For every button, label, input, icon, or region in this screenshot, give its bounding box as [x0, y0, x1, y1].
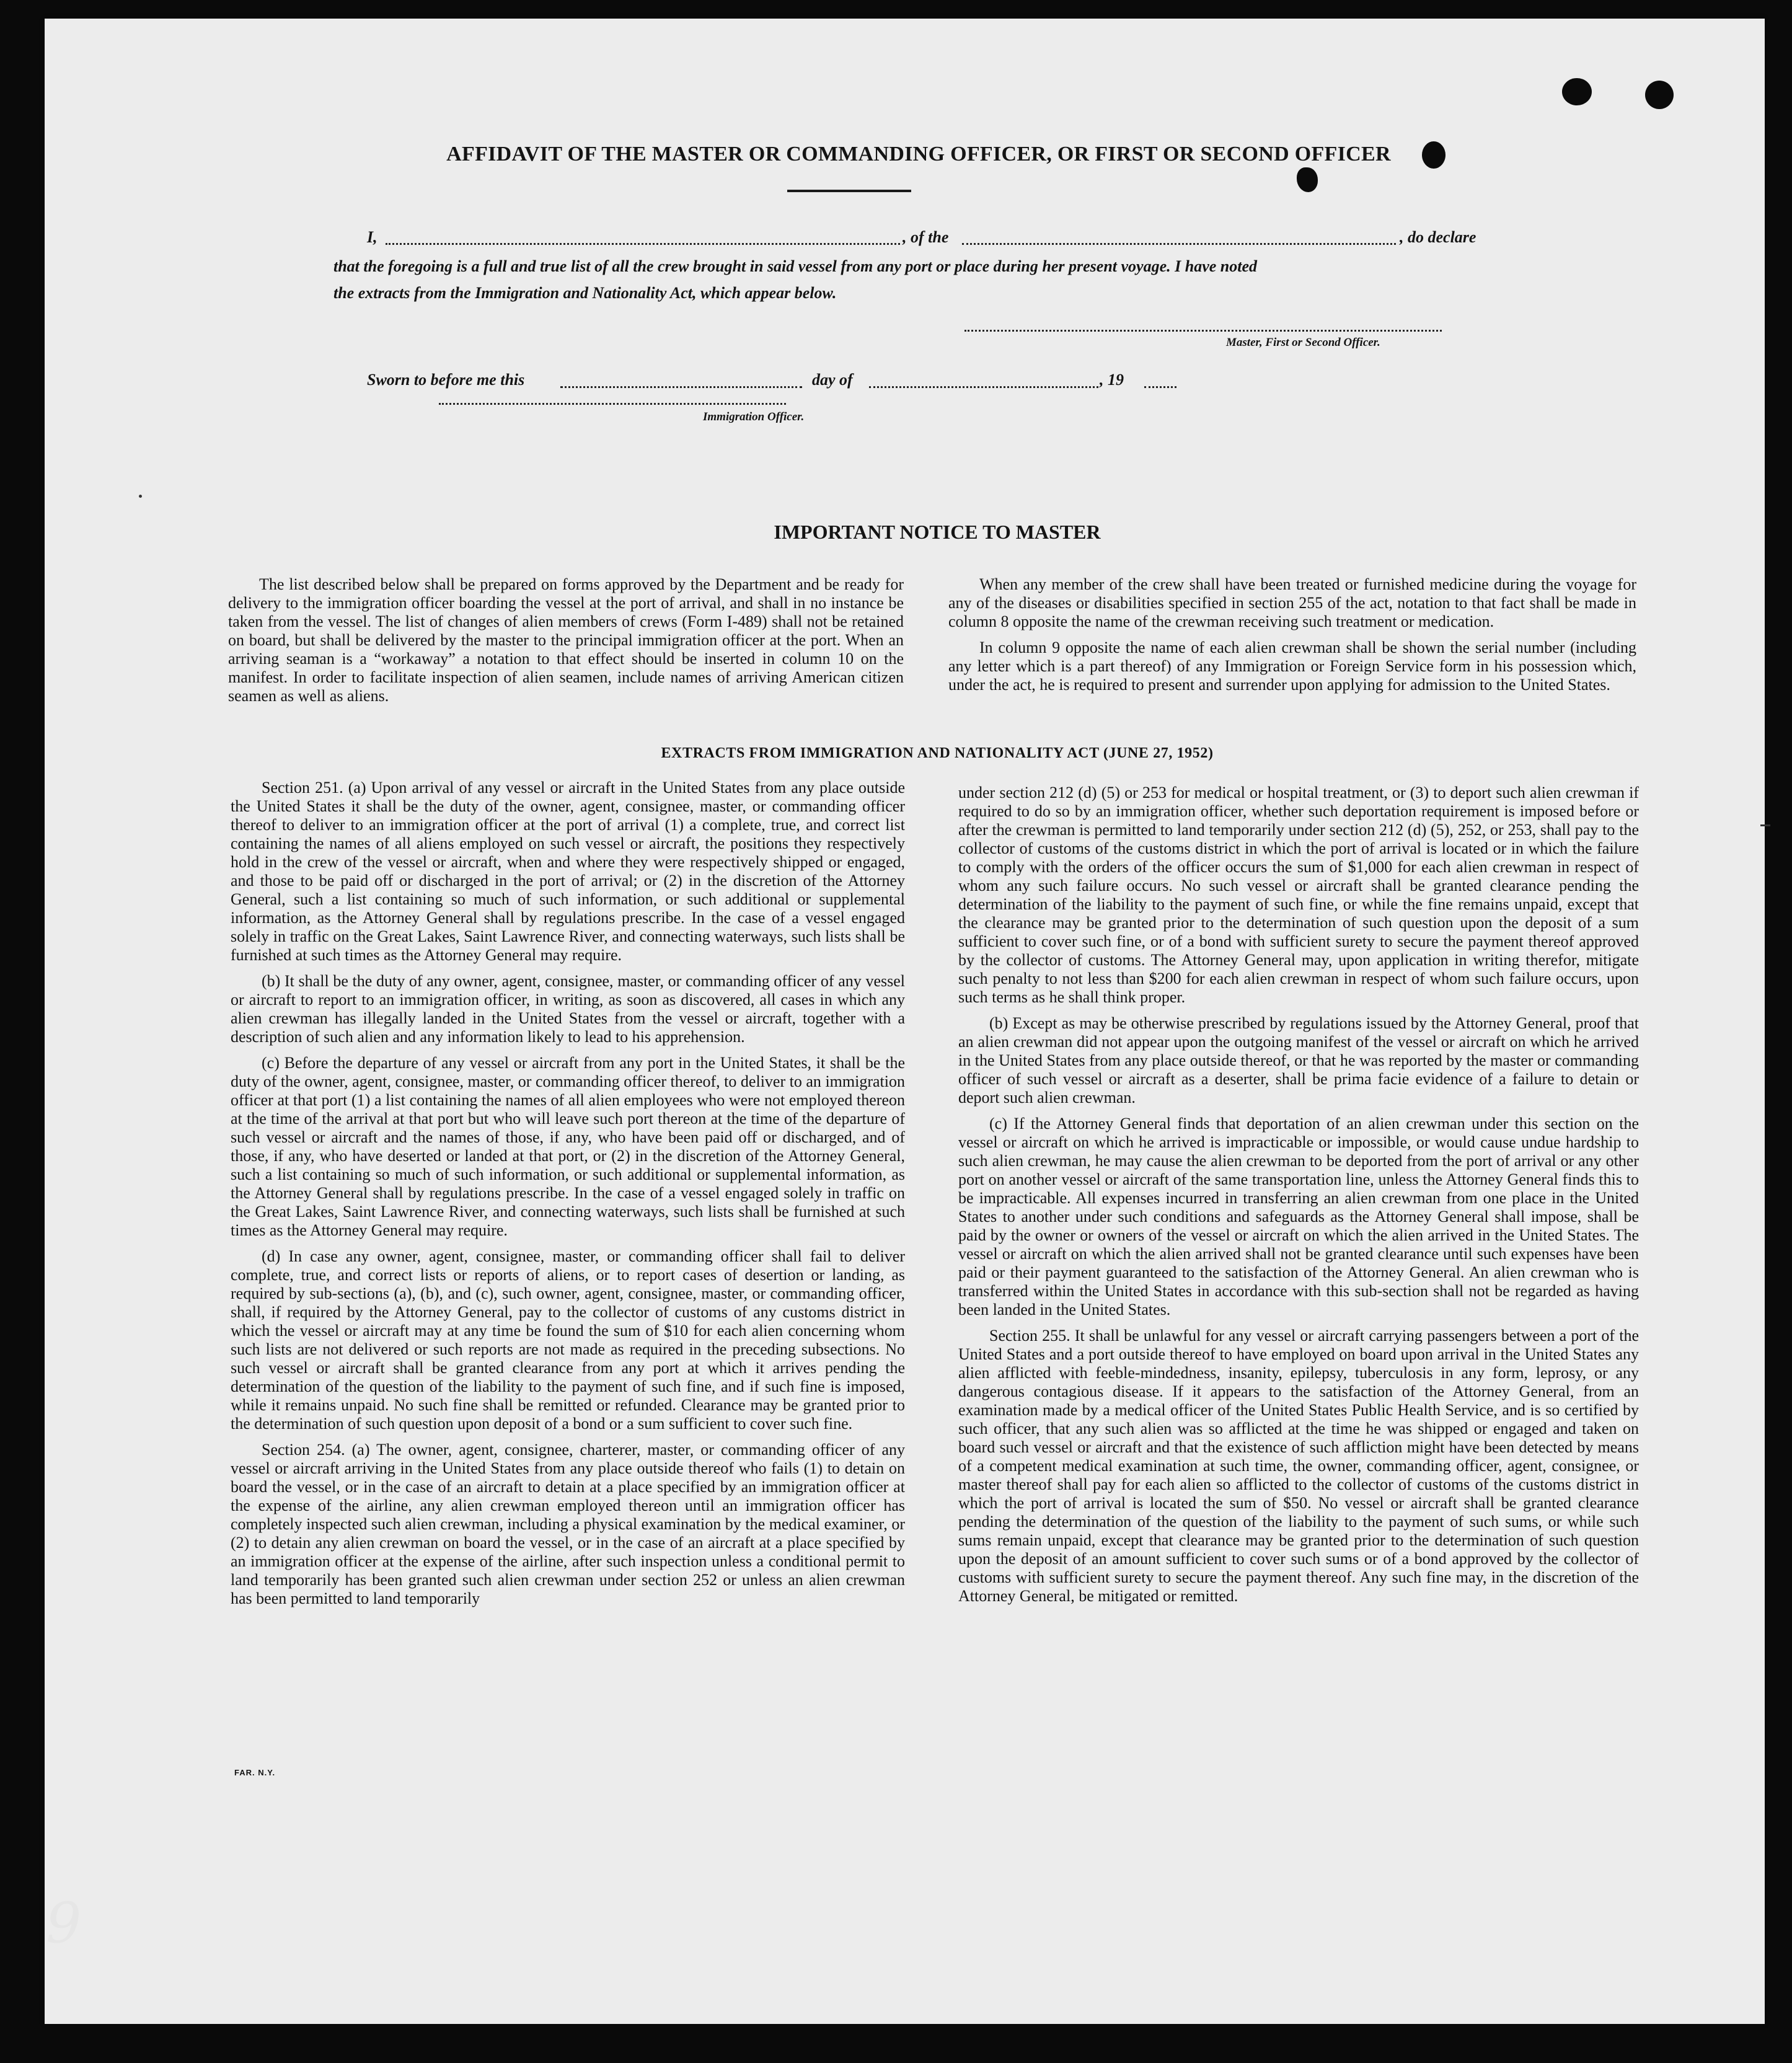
officer-caption: Immigration Officer. [703, 410, 805, 423]
title-rule [787, 190, 911, 192]
notice-right-paragraph-1: When any member of the crew shall have been treated or furnished medicine during the voyage for any of the diseases or disabilities specified in section 255 of the act, notation to that fact shall be made in column 8 opposite the name of the crewman receiving such treatment or medication. [948, 575, 1636, 630]
statement-line-1: that the foregoing is a full and true list of all the crew brought in said vessel from any port or place during her present voyage. I have noted [333, 257, 1258, 275]
section-251-c: (c) Before the departure of any vessel or aircraft from any port in the United States, it shall be the duty of the owner, agent, consignee, master, or commanding officer thereof, to deliver to an immigration officer at that port (1) a list containing the names of all alien employees who were not employed thereon at the time of the arrival at that port but who will leave such port thereon at the time of the departure of such vessel or aircraft and the names of those, if any, who have been paid off or discharged, and of those, if any, who have deserted or landed at that port, or (2) in the discretion of the Attorney General, such a list containing so much of such information, or such additional or supplemental information, as the Attorney General shall by regulations prescribe. In the case of a vessel engaged solely in traffic on the Great Lakes, Saint Lawrence River, and connecting waterways, such lists shall be furnished at such times as the Attorney General may require. [231, 1054, 905, 1239]
extracts-left-column [231, 779, 905, 1615]
notice-left-paragraph: The list described below shall be prepared on forms approved by the Department and be ready for delivery to the immigration officer boarding the vessel at the port of arrival, and shall in no instance be taken from the vessel. The list of changes of alien members of crews (Form I-489) shall not be retained on board, but shall be delivered by the master to the principal immigration officer at the port. When an arriving seaman is a “workaway” a notation to that effect should be inserted in column 10 on the manifest. In order to facilitate inspection of alien seamen, include names of arriving American citizen seamen as well as aliens. [228, 575, 904, 705]
paper-speck [139, 495, 142, 498]
printer-mark: FAR. N.Y. [234, 1768, 276, 1777]
sworn-label: Sworn to before me this [367, 371, 525, 389]
section-255: Section 255. It shall be unlawful for any vessel or aircraft carrying passengers between a port of the United States and a port outside thereof to have employed on board upon arrival in the United States any alien afflicted with feeble-mindedness, insanity, epilepsy, tuberculosis in any form, leprosy, or any dangerous contagious disease. If it appears to the satisfaction of the Attorney General, from an examination made by a medical officer of the United States Public Health Service, and is so certified by such officer, that any such alien was so afflicted at the time he was shipped or engaged and taken on board such vessel or aircraft and that the existence of such affliction might have been detected by means of a competent medical examination at such time, the owner, commanding officer, agent, consignee, or master thereof shall pay for each alien so afflicted to the collector of customs of the customs district in which the port of arrival is located the sum of $50. No vessel or aircraft shall be granted clearance pending the determination of the question of the liability to the payment of such sums, or while such sums remain unpaid, except that clearance may be granted prior to the determination of such question upon the deposit of an amount sufficient to cover such sums or of a bond approved by the collector of customs with sufficient surety to secure the payment thereof. Any such fine may, in the discretion of the Attorney General, be mitigated or remitted. [958, 1327, 1639, 1605]
section-254-a: Section 254. (a) The owner, agent, consignee, charterer, master, or commanding officer of any vessel or aircraft arriving in the United States from any place outside thereof who fails (1) to detain on board the vessel, or in the case of an aircraft to detain at a place specified by an immigration officer at the expense of the airline, any alien crewman employed thereon until an immigration officer has completely inspected such alien crewman, including a physical examination by the medical examiner, or (2) to detain any alien crewman on board the vessel, or in the case of an aircraft at a place specified by an immigration officer at the expense of the airline, after such inspection unless a conditional permit to land temporarily has been granted such alien crewman under section 252 or unless an alien crewman has been permitted to land temporarily [231, 1441, 905, 1607]
handwritten-mark: 9 [46, 1891, 82, 1956]
master-signature-blank[interactable] [964, 330, 1442, 332]
notice-right-paragraph-2: In column 9 opposite the name of each alien crewman shall be shown the serial number (including any letter which is a part thereof) of any Immigration or Foreign Service form in his possession which, under the act, he is required to present and surrender upon applying for admission to the United States. [948, 638, 1636, 694]
extracts-title: EXTRACTS FROM IMMIGRATION AND NATIONALITY ACT (JUNE 27, 1952) [661, 745, 1214, 761]
statement-line-2: the extracts from the Immigration and Nationality Act, which appear below. [333, 284, 837, 302]
section-254-c: (c) If the Attorney General finds that deportation of an alien crewman under this section on the vessel or aircraft on which he arrived is impracticable or impossible, or would cause undue hardship to such alien crewman, he may cause the alien crewman to be deported from the port of arrival or any other port on another vessel or aircraft of the same transportation line, unless the Attorney General finds this to be impracticable. All expenses incurred in transferring an alien crewman from one place in the United States to another under such conditions and safeguards as the Attorney General shall impose, shall be paid by the owner or owners of the vessel or aircraft on which the alien arrived in the United States. The vessel or aircraft on which the alien arrived shall not be granted clearance until such expenses have been paid or their payment guaranteed to the satisfaction of the Attorney General. An alien crewman who is transferred within the United States in accordance with this sub-section shall not be regarded as having been landed in the United States. [958, 1115, 1639, 1319]
section-251-b: (b) It shall be the duty of any owner, agent, consignee, master, or commanding officer of any vessel or aircraft to report to an immigration officer, in writing, as soon as discovered, all cases in which any alien crewman has illegally landed in the United States from the vessel or aircraft, together with a description of such alien and any information likely to lead to his apprehension. [231, 972, 905, 1046]
day-of-label: day of [812, 371, 853, 389]
punch-hole [1562, 78, 1592, 105]
of-the-label: , of the [903, 228, 949, 246]
section-254-b: (b) Except as may be otherwise prescribed by regulations issued by the Attorney General, proof that an alien crewman did not appear upon the outgoing manifest of the vessel or aircraft on which he arrived in the United States from any place outside thereof, or that he was reported by the master or commanding officer of such vessel or aircraft as a deserter, shall be prima facie evidence of a failure to detain or deport such alien crewman. [958, 1014, 1639, 1107]
year-label: , 19 [1100, 371, 1124, 389]
section-254-a-continued: under section 212 (d) (5) or 253 for medical or hospital treatment, or (3) to deport such alien crewman if required to do so by an immigration officer, whether such deportation requirement is imposed before or after the crewman is permitted to land temporarily under section 212 (d) (5), 252, or 253, shall pay to the collector of customs of the customs district in which the port of arrival is located or in which the failure to comply with the orders of the officer occurs the sum of $1,000 for each alien crewman in respect of whom any such failure occurs. No such vessel or aircraft shall be granted clearance pending the determination of the liability to the payment of such fine, or while the fine remains unpaid, except that the clearance may be granted prior to the determination of such question upon the deposit of a sum sufficient to cover such fine, or of a bond with sufficient surety to secure the payment thereof approved by the collector of customs. The Attorney General may, upon application in writing therefor, mitigate such penalty to not less than $200 for each alien crewman in respect of whom such failure occurs, upon such terms as he shall think proper. [958, 784, 1639, 1006]
sworn-month-blank[interactable] [869, 386, 1098, 388]
notice-left-column [228, 575, 904, 713]
document-sheet [45, 19, 1765, 2024]
ink-blot [1297, 167, 1318, 192]
extracts-right-column [958, 784, 1639, 1613]
margin-tick [1760, 824, 1770, 826]
sworn-day-blank[interactable] [560, 386, 802, 388]
notice-title: IMPORTANT NOTICE TO MASTER [774, 521, 1101, 543]
vessel-blank[interactable] [962, 243, 1396, 245]
affidavit-title: AFFIDAVIT OF THE MASTER OR COMMANDING OFFICER, OR FIRST OR SECOND OFFICER [446, 143, 1391, 166]
notice-right-column [948, 575, 1636, 702]
officer-signature-blank[interactable] [439, 403, 786, 405]
i-label: I, [367, 228, 377, 246]
section-251-d: (d) In case any owner, agent, consignee, master, or commanding officer shall fail to deliver complete, true, and correct lists or reports of aliens, or to report cases of desertion or landing, as required by sub-sections (a), (b), and (c), such owner, agent, consignee, master, or commanding officer, shall, if required by the Attorney General, pay to the collector of customs of any customs district in which the vessel or aircraft may at any time be found the sum of $10 for each alien concerning whom such lists are not delivered or such reports are not made as required in the preceding subsections. No such vessel or aircraft shall be granted clearance from any port at which it arrives pending the determination of the question of the liability to the payment of such fine, and if such fine is imposed, while it remains unpaid. No such fine shall be remitted or refunded. Clearance may be granted prior to the determination of such question upon deposit of a bond or a sum sufficient to cover such fine. [231, 1247, 905, 1433]
name-blank[interactable] [386, 243, 900, 245]
master-caption: Master, First or Second Officer. [1226, 336, 1380, 349]
section-251-a: Section 251. (a) Upon arrival of any vessel or aircraft in the United States from any place outside the United States it shall be the duty of the owner, agent, consignee, master, or commanding officer thereof to deliver to an immigration officer at the port of arrival (1) a complete, true, and correct list containing the names of all aliens employed on such vessel or aircraft, the positions they respectively hold in the crew of the vessel or aircraft, when and where they were respectively shipped or engaged, and those to be paid off or discharged in the port of arrival; or (2) in the discretion of the Attorney General, such a list containing so much of such information, or such additional or supplemental information, as the Attorney General shall by regulations prescribe. In the case of a vessel engaged solely in traffic on the Great Lakes, Saint Lawrence River, and connecting waterways, such lists shall be furnished at such times as the Attorney General may require. [231, 779, 905, 964]
sworn-year-blank[interactable] [1144, 386, 1176, 388]
punch-hole [1645, 81, 1674, 109]
declare-label: , do declare [1400, 228, 1476, 246]
